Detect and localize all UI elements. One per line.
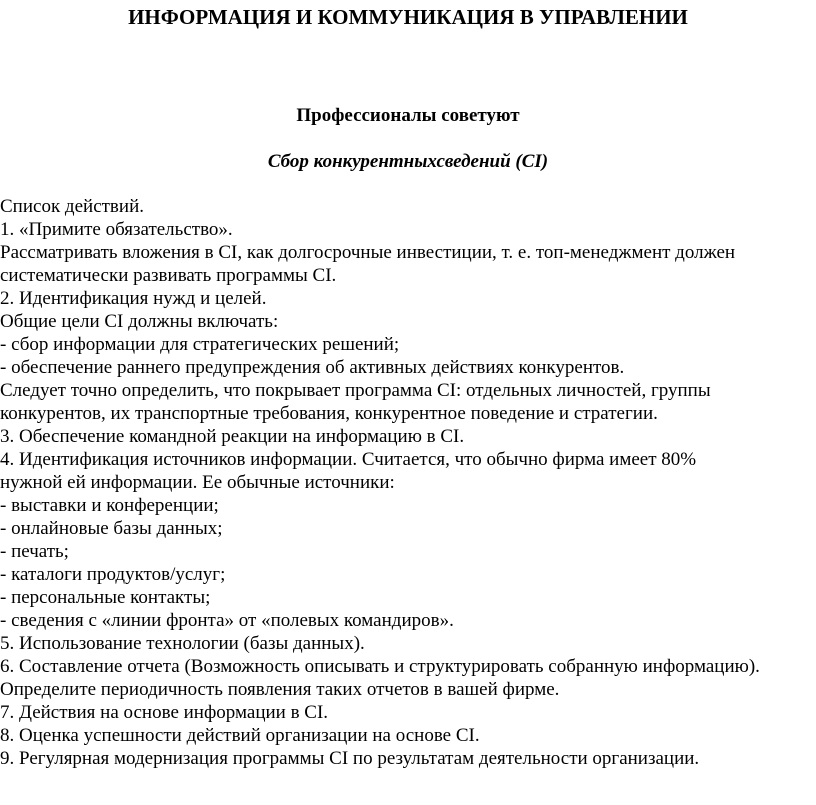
text-line: Рассматривать вложения в CI, как долгосрочные инвестиции, т. е. топ-менеджмент должен <box>0 242 736 263</box>
text-line: - сведения с «линии фронта» от «полевых командиров». <box>0 610 454 631</box>
text-line: - персональные контакты; <box>0 587 211 608</box>
text-line: конкурентов, их транспортные требования, конкурентное поведение и стратегии. <box>0 403 658 424</box>
text-line: систематически развивать программы CI. <box>0 265 337 286</box>
document-subtitle: Профессионалы советуют <box>296 105 520 126</box>
text-line: 1. «Примите обязательство». <box>0 219 233 240</box>
text-line: 5. Использование технологии (базы данных). <box>0 633 365 654</box>
document-title: ИНФОРМАЦИЯ И КОММУНИКАЦИЯ В УПРАВЛЕНИИ <box>128 5 688 29</box>
text-line: нужной ей информации. Ее обычные источники: <box>0 472 395 493</box>
text-line: Общие цели CI должны включать: <box>0 311 279 332</box>
text-line: 9. Регулярная модернизация программы CI по результатам деятельности организации. <box>0 748 700 769</box>
section-title: Сбор конкурентныхсведений (CI) <box>267 151 549 172</box>
text-line: Следует точно определить, что покрывает программа CI: отдельных личностей, группы <box>0 380 711 401</box>
text-line: - каталоги продуктов/услуг; <box>0 564 226 585</box>
text-line: 4. Идентификация источников информации. Считается, что обычно фирма имеет 80% <box>0 449 697 470</box>
text-line: 7. Действия на основе информации в CI. <box>0 702 329 723</box>
text-line: 6. Составление отчета (Возможность описывать и структурировать собранную информацию). <box>0 656 760 677</box>
text-line: - обеспечение раннего предупреждения об активных действиях конкурентов. <box>0 357 625 378</box>
text-line: - печать; <box>0 541 69 562</box>
text-line: - онлайновые базы данных; <box>0 518 223 539</box>
text-line: 8. Оценка успешности действий организации на основе CI. <box>0 725 480 746</box>
text-line: 3. Обеспечение командной реакции на информацию в CI. <box>0 426 465 447</box>
text-line: - выставки и конференции; <box>0 495 219 516</box>
body-text <box>0 195 816 770</box>
text-line: Определите периодичность появления таких отчетов в вашей фирме. <box>0 679 560 700</box>
text-line: - сбор информации для стратегических решений; <box>0 334 400 355</box>
text-line: 2. Идентификация нужд и целей. <box>0 288 267 309</box>
text-line: Список действий. <box>0 196 144 217</box>
